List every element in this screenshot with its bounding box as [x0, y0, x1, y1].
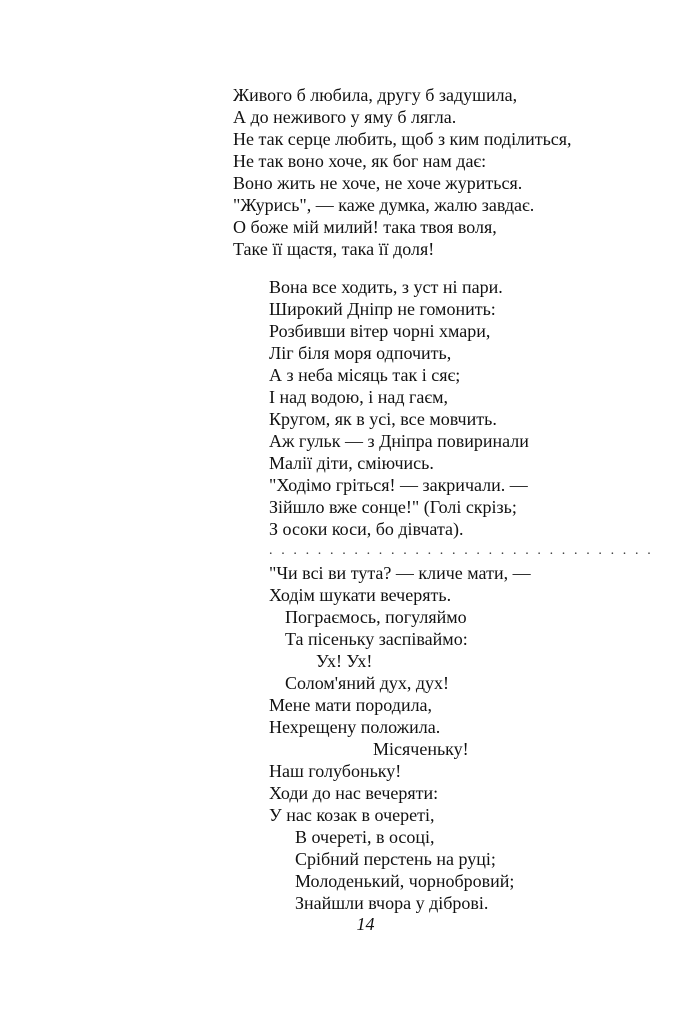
poem-line: У нас козак в очереті, [269, 805, 435, 825]
poem-line: О боже мій милий! така твоя воля, [233, 217, 497, 237]
page-number: 14 [356, 914, 375, 934]
poem-line: Зійшло вже сонце!" (Голі скрізь; [269, 497, 517, 517]
poem-line: Срібний перстень на руці; [295, 849, 496, 869]
poem-line: А до неживого у яму б лягла. [233, 107, 457, 127]
poem-line: Не так воно хоче, як бог нам дає: [233, 151, 487, 171]
poem-line: Молоденький, чорнобровий; [295, 871, 515, 891]
poem-line: Знайшли вчора у діброві. [295, 893, 489, 913]
poem-line: Кругом, як в усі, все мовчить. [269, 409, 497, 429]
poem-line: Та пісеньку заспіваймо: [285, 629, 468, 649]
poem-line: Ходи до нас вечеряти: [269, 783, 439, 803]
poem-line: Місяченьку! [373, 739, 469, 759]
poem-line: Солом'яний дух, дух! [285, 673, 450, 693]
poem-line: Не так серце любить, щоб з ким поділиться, [233, 129, 572, 149]
poem-line: Живого б любила, другу б задушила, [233, 85, 518, 105]
stanza-2 [269, 276, 653, 914]
poem-line: Аж гульк — з Дніпра повиринали [269, 431, 529, 451]
poem-line: І над водою, і над гаєм, [269, 387, 449, 407]
poem-line: Нехрещену положила. [269, 717, 441, 737]
poem-line: "Чи всі ви тута? — кличе мати, — [269, 563, 531, 583]
poem-line: Ліг біля моря одпочить, [269, 343, 452, 363]
poem-line: "Журись", — каже думка, жалю завдає. [233, 195, 535, 215]
poem-line: Таке її щастя, така її доля! [233, 239, 435, 259]
poem-line: В очереті, в осоці, [295, 827, 435, 847]
poem-line: Розбивши вітер чорні хмари, [269, 321, 491, 341]
poem-line: Наш голубоньку! [269, 761, 402, 781]
poem-line: Широкий Дніпр не гомонить: [269, 299, 496, 319]
poem-line: Пограємось, погуляймо [285, 607, 467, 627]
poem-line: З осоки коси, бо дівчата). [269, 519, 464, 539]
poem-line: Ух! Ух! [316, 651, 373, 671]
poem-line: "Ходімо гріться! — закричали. — [269, 475, 528, 495]
stanza-1 [233, 84, 572, 260]
poem-line: Мене мати породила, [269, 695, 433, 715]
poem-line: Вона все ходить, з уст ні пари. [269, 277, 503, 297]
ellipsis-separator: . . . . . . . . . . . . . . . . . . . . . . . . . . . . . . . . [269, 543, 654, 558]
poem-line: А з неба місяць так і сяє; [269, 365, 461, 385]
poem-line: Воно жить не хоче, не хоче журиться. [233, 173, 523, 193]
poem-line: Ходім шукати вечерять. [269, 585, 452, 605]
poem-line: Малії діти, сміючись. [269, 453, 434, 473]
